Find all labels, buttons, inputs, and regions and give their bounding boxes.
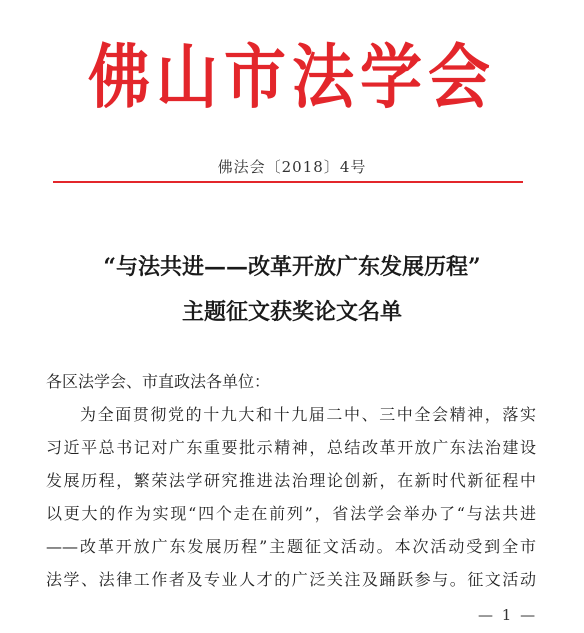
document-number: 佛法会〔2018〕4号 (217, 158, 367, 176)
page-number: — 1 — (478, 606, 538, 624)
body-text-line: 为全面贯彻党的十九大和十九届二中、三中全会精神，落实 (80, 405, 536, 424)
body-text-line: 习近平总书记对广东重要批示精神，总结改革开放广东法治建设 (46, 438, 536, 457)
document-title-line-2: 主题征文获奖论文名单 (181, 299, 402, 325)
salutation: 各区法学会、市直政法各单位： (46, 372, 271, 391)
masthead-title: 佛山市法学会 (87, 36, 496, 118)
document-title-line-1: “与法共进——改革开放广东发展历程” (103, 254, 481, 280)
body-text-line: 以更大的作为实现“四个走在前列”，省法学会举办了“与法共进 (46, 504, 536, 523)
body-text-line: ——改革开放广东发展历程”主题征文活动。本次活动受到全市 (46, 537, 536, 556)
body-text-line: 法学、法律工作者及专业人才的广泛关注及踊跃参与。征文活动 (46, 570, 536, 589)
body-text-line: 发展历程，繁荣法学研究推进法治理论创新，在新时代新征程中 (46, 471, 536, 490)
red-divider-line (53, 181, 523, 183)
